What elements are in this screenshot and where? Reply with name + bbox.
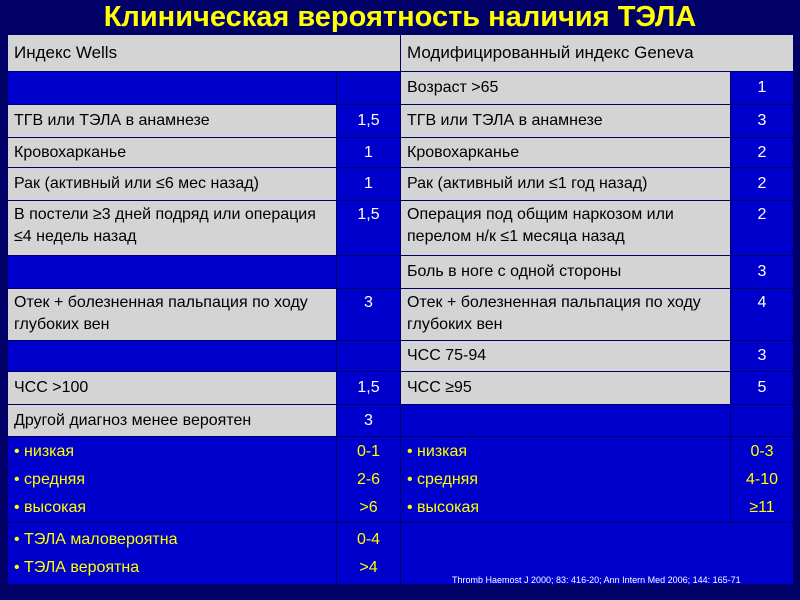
risk-value: >6 xyxy=(359,498,378,516)
risk-label: • низкая xyxy=(407,442,468,460)
geneva-risk-values xyxy=(731,437,794,523)
wells-points: 1 xyxy=(337,168,401,201)
risk-label: • ТЭЛА маловероятна xyxy=(14,530,178,548)
wells-criterion xyxy=(8,256,337,289)
probability-table xyxy=(7,34,794,585)
geneva-points: 2 xyxy=(731,138,794,168)
geneva-criterion: ЧСС ≥95 xyxy=(401,372,731,405)
criteria-row xyxy=(8,138,794,168)
geneva-criterion xyxy=(401,405,731,437)
criteria-row xyxy=(8,72,794,105)
wells-points: 3 xyxy=(337,289,401,341)
criteria-row xyxy=(8,289,794,341)
criteria-row xyxy=(8,256,794,289)
header-row xyxy=(8,35,794,72)
wells-criterion: Отек + болезненная пальпация по ходу глубоких вен xyxy=(8,289,337,341)
wells-criterion: ТГВ или ТЭЛА в анамнезе xyxy=(8,105,337,138)
header-geneva: Модифицированный индекс Geneva xyxy=(401,35,794,72)
criteria-row xyxy=(8,341,794,372)
wells-points: 1,5 xyxy=(337,201,401,256)
wells-points xyxy=(337,256,401,289)
wells-criterion: ЧСС >100 xyxy=(8,372,337,405)
wells-dichotomous-values xyxy=(337,523,401,585)
geneva-points: 3 xyxy=(731,105,794,138)
geneva-criterion: Боль в ноге с одной стороны xyxy=(401,256,731,289)
wells-dichotomous-labels xyxy=(8,523,337,585)
geneva-risk-labels xyxy=(401,437,731,523)
criteria-row xyxy=(8,372,794,405)
risk-label: • ТЭЛА вероятна xyxy=(14,558,140,576)
page-title: Клиническая вероятность наличия ТЭЛА xyxy=(103,1,697,33)
criteria-row xyxy=(8,105,794,138)
wells-points: 1,5 xyxy=(337,372,401,405)
wells-points: 1,5 xyxy=(337,105,401,138)
geneva-points: 5 xyxy=(731,372,794,405)
geneva-criterion: Кровохарканье xyxy=(401,138,731,168)
wells-criterion xyxy=(8,341,337,372)
wells-risk-values xyxy=(337,437,401,523)
risk-value: 2-6 xyxy=(356,470,381,488)
criteria-row xyxy=(8,168,794,201)
criteria-row xyxy=(8,405,794,437)
wells-points: 1 xyxy=(337,138,401,168)
risk-value: 0-4 xyxy=(356,530,381,548)
risk-value: ≥11 xyxy=(749,498,775,516)
wells-points xyxy=(337,72,401,105)
risk-label: • высокая xyxy=(407,498,480,516)
geneva-criterion: Операция под общим наркозом или перелом н/к ≤1 месяца назад xyxy=(401,201,731,256)
header-wells: Индекс Wells xyxy=(8,35,401,72)
risk-value: 4-10 xyxy=(745,470,779,488)
wells-criterion: Кровохарканье xyxy=(8,138,337,168)
risk-value: 0-1 xyxy=(356,442,381,460)
wells-risk-labels xyxy=(8,437,337,523)
criteria-row xyxy=(8,201,794,256)
geneva-points: 3 xyxy=(731,341,794,372)
geneva-points xyxy=(731,405,794,437)
risk-value: >4 xyxy=(359,558,378,576)
geneva-criterion: Возраст >65 xyxy=(401,72,731,105)
risk-label: • низкая xyxy=(14,442,75,460)
geneva-criterion: ЧСС 75-94 xyxy=(401,341,731,372)
geneva-points: 1 xyxy=(731,72,794,105)
geneva-criterion: ТГВ или ТЭЛА в анамнезе xyxy=(401,105,731,138)
wells-criterion: Другой диагноз менее вероятен xyxy=(8,405,337,437)
geneva-criterion: Отек + болезненная пальпация по ходу глубоких вен xyxy=(401,289,731,341)
risk-label: • средняя xyxy=(14,470,85,488)
wells-points: 3 xyxy=(337,405,401,437)
geneva-points: 2 xyxy=(731,201,794,256)
wells-criterion: В постели ≥3 дней подряд или операция ≤4 недель назад xyxy=(8,201,337,256)
geneva-criterion: Рак (активный или ≤1 год назад) xyxy=(401,168,731,201)
wells-criterion xyxy=(8,72,337,105)
wells-criterion: Рак (активный или ≤6 мес назад) xyxy=(8,168,337,201)
risk-value: 0-3 xyxy=(750,442,774,460)
geneva-points: 3 xyxy=(731,256,794,289)
risk-label: • высокая xyxy=(14,498,87,516)
geneva-points: 4 xyxy=(731,289,794,341)
wells-points xyxy=(337,341,401,372)
citation: Thromb Haemost J 2000; 83: 416-20; Ann Intern Med 2006; 144: 165-71 xyxy=(452,575,741,585)
risk-row-three-level xyxy=(8,437,794,523)
geneva-points: 2 xyxy=(731,168,794,201)
risk-label: • средняя xyxy=(407,470,478,488)
